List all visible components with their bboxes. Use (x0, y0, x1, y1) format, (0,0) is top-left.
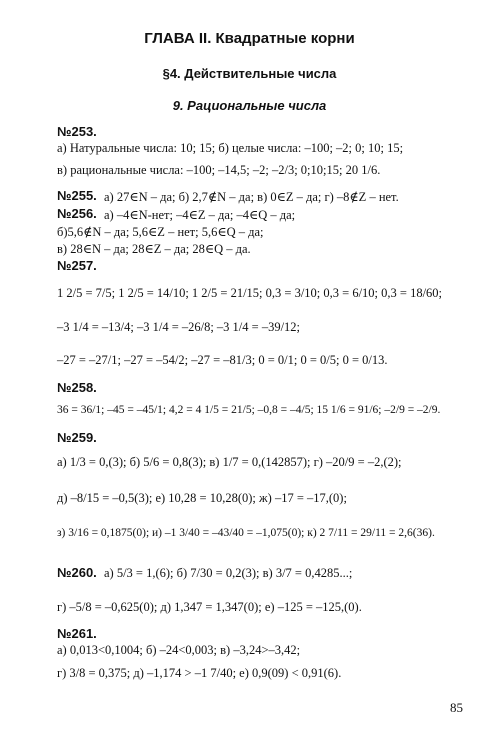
answer-line: –27 = –27/1; –27 = –54/2; –27 = –81/3; 0 = 0/1; 0 = 0/5; 0 = 0/13. (57, 353, 388, 367)
answer-line: г) 3/8 = 0,375; д) –1,174 > –1 7/40; е) 0,9(09) < 0,91(6). (57, 666, 342, 680)
answer-line: г) –5/8 = –0,625(0); д) 1,347 = 1,347(0); е) –125 = –125,(0). (57, 600, 362, 614)
answer-line: а) 0,013<0,1004; б) –24<0,003; в) –3,24>–3,42; (57, 643, 301, 657)
problem-number: №260. (57, 565, 97, 580)
problem-number: №253. (57, 124, 97, 139)
answer-line: з) 3/16 = 0,1875(0); и) –1 3/40 = –43/40 = –1,075(0); к) 2 7/11 = 29/11 = 2,6(36). (57, 527, 435, 539)
answer-line: –3 1/4 = –13/4; –3 1/4 = –26/8; –3 1/4 = –39/12; (57, 320, 301, 334)
answer-line: в) 28∈N – да; 28∈Z – да; 28∈Q – да. (57, 242, 251, 256)
chapter-title: ГЛАВА II. Квадратные корни (144, 30, 355, 47)
answer-line: а) 1/3 = 0,(3); б) 5/6 = 0,8(3); в) 1/7 = 0,(142857); г) –20/9 = –2,(2); (57, 455, 402, 469)
problem-number: №261. (57, 626, 97, 641)
answer-line: 1 2/5 = 7/5; 1 2/5 = 14/10; 1 2/5 = 21/15; 0,3 = 3/10; 0,3 = 6/10; 0,3 = 18/60; (57, 286, 443, 300)
answer-line: а) Натуральные числа: 10; 15; б) целые числа: –100; –2; 0; 10; 15; (57, 141, 404, 155)
answer-line: 36 = 36/1; –45 = –45/1; 4,2 = 4 1/5 = 21/5; –0,8 = –4/5; 15 1/6 = 91/6; –2/9 = –2/9. (57, 404, 441, 416)
answer-line: а) –4∈N-нет; –4∈Z – да; –4∈Q – да; (104, 208, 296, 222)
problem-number: №258. (57, 380, 97, 395)
section-title: §4. Действительные числа (162, 66, 337, 81)
answer-line: в) рациональные числа: –100; –14,5; –2; –2/3; 0;10;15; 20 1/6. (57, 163, 381, 177)
problem-number: №255. (57, 188, 97, 203)
answer-line: а) 5/3 = 1,(6); б) 7/30 = 0,2(3); в) 3/7 = 0,4285...; (104, 566, 353, 580)
problem-number: №259. (57, 430, 97, 445)
page-number: 85 (450, 700, 463, 715)
subsection-title: 9. Рациональные числа (172, 98, 327, 113)
problem-number: №257. (57, 258, 97, 273)
answer-line: д) –8/15 = –0,5(3); е) 10,28 = 10,28(0); ж) –17 = –17,(0); (57, 491, 347, 505)
answer-line: а) 27∈N – да; б) 2,7∉N – да; в) 0∈Z – да; г) –8∉Z – нет. (104, 190, 399, 204)
problem-number: №256. (57, 206, 97, 221)
answer-line: б)5,6∉N – да; 5,6∈Z – нет; 5,6∈Q – да; (57, 225, 264, 239)
